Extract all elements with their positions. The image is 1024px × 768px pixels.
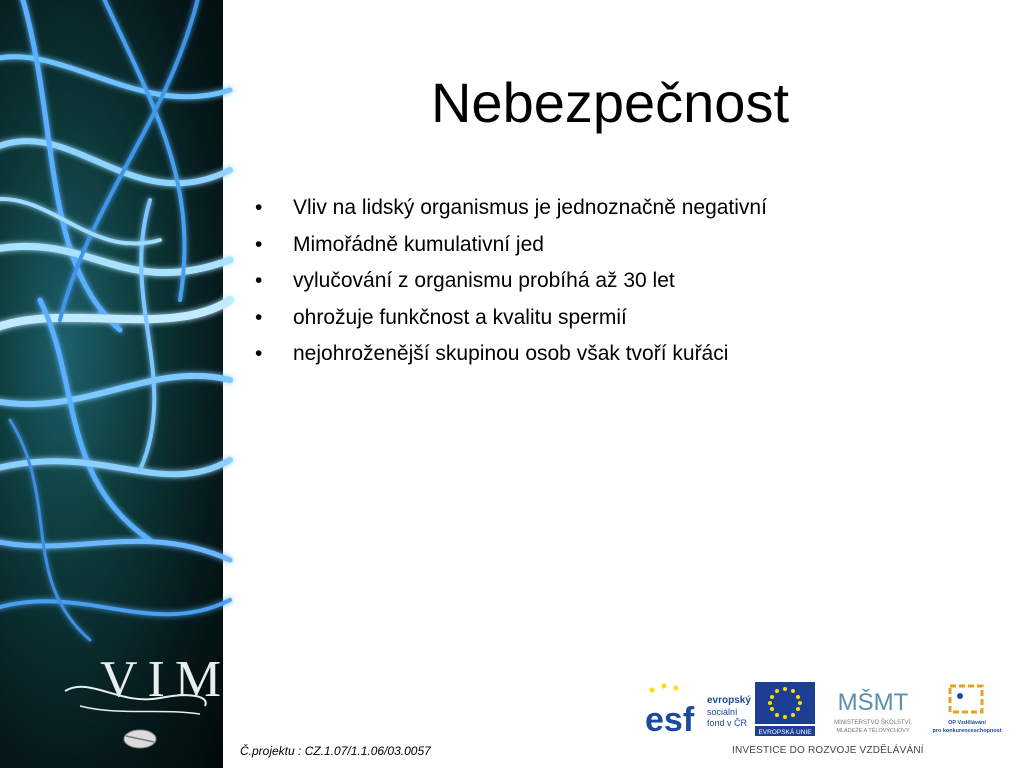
bullet-icon: • [255,196,263,219]
op-line2: pro konkurenceschopnost [932,728,1002,734]
footer-logos [640,678,1020,768]
op-vzdelavani-logo [930,680,1004,740]
slide-title: Nebezpečnost [430,71,789,134]
bullet-list [255,190,767,373]
vim-logo-text: VIM [100,651,232,708]
esf-abbr: esf [645,701,695,739]
bullet-text: ohrožuje funkčnost a kvalitu spermií [293,305,627,329]
list-item [255,190,767,227]
esf-line1: evropský [707,695,751,706]
eu-label: EVROPSKÁ UNIE [758,729,812,736]
msmt-line1: MINISTERSTVO ŠKOLSTVÍ, [834,720,912,726]
esf-line3: fond v ČR [707,718,748,728]
project-number: Č.projektu : CZ.1.07/1.1.06/03.0057 [240,744,431,758]
list-item [255,263,767,300]
bullet-text: nejohroženější skupinou osob však tvoří kuřáci [293,342,729,365]
list-item [255,227,767,264]
esf-logo [643,681,753,739]
fiber-optic-image [0,0,232,768]
msmt-abbr: MŠMT [837,689,909,716]
bullet-icon: • [255,269,263,292]
bullet-text: Mimořádně kumulativní jed [293,232,544,256]
bullet-icon: • [255,305,263,329]
msmt-line2: MLÁDEŽE A TĚLOVÝCHOVY [836,728,910,734]
bullet-text: Vliv na lidský organismus je jednoznačně negativní [293,196,767,219]
list-item [255,336,767,373]
eu-flag-logo [753,680,818,738]
vim-logo [60,636,232,756]
bullet-icon: • [255,232,263,256]
esf-line2: sociální [707,707,738,717]
msmt-logo [818,678,928,740]
bullet-text: vylučování z organismu probíhá až 30 let [293,269,675,292]
list-item [255,300,767,337]
op-line1: OP Vzdělávání [948,720,986,726]
bullet-icon: • [255,342,263,365]
investment-tagline: INVESTICE DO ROZVOJE VZDĚLÁVÁNÍ [732,745,924,756]
